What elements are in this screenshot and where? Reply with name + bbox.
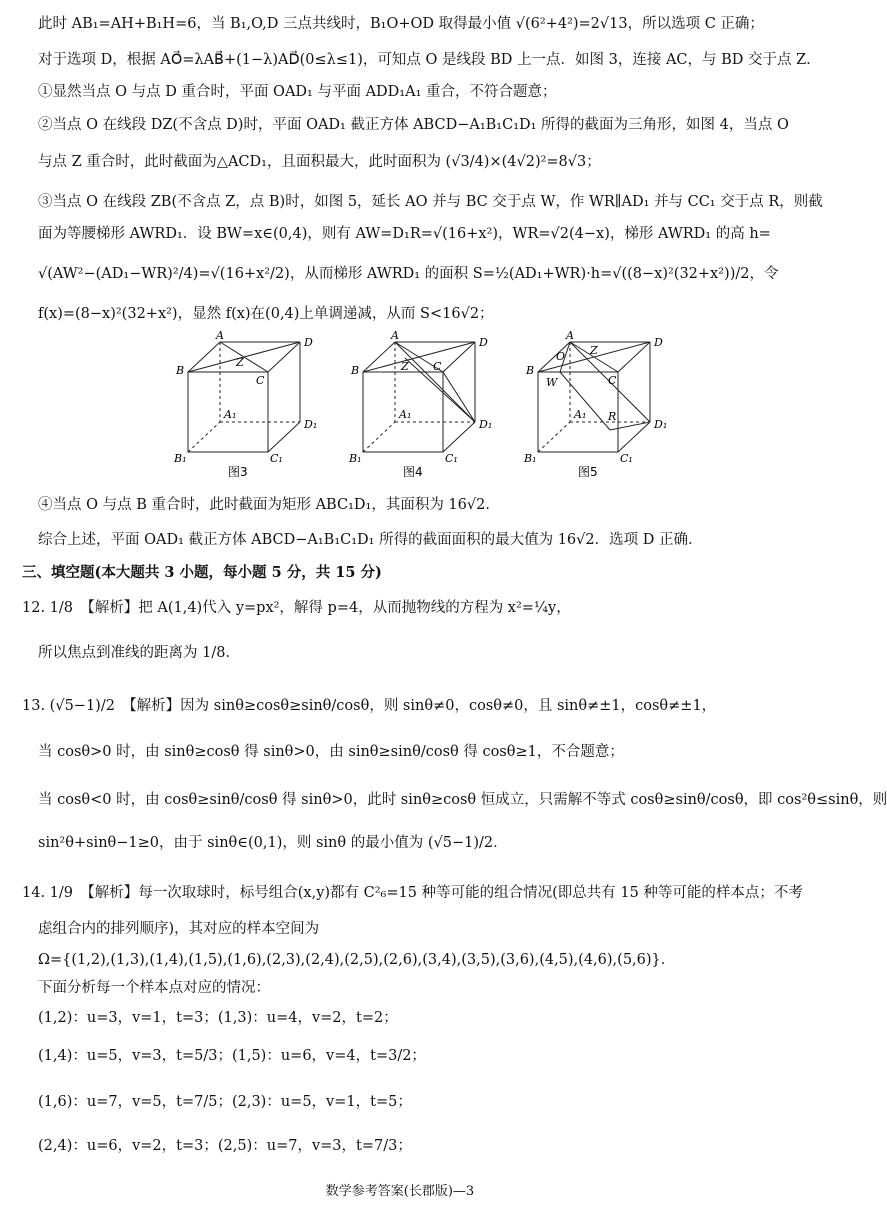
line-18: sin²θ+sinθ−1≥0，由于 sinθ∈(0,1)，则 sinθ 的最小值为 (√5−1)/2． — [38, 835, 508, 851]
fig3-label-D: D — [304, 336, 313, 349]
line-6: ③当点 O 在线段 ZB(不含点 Z，点 B)时，如图 5，延长 AO 并与 BC 交于点 W，作 WR∥AD₁ 并与 CC₁ 交于点 R，则截 — [38, 194, 823, 210]
fig3-label-B1: B₁ — [174, 452, 187, 465]
fig3-label-D1: D₁ — [304, 418, 318, 431]
fig4-label-B1: B₁ — [349, 452, 362, 465]
fig4-label-C1: C₁ — [445, 452, 458, 465]
line-26: (2,4)：u=6，v=2，t=3；(2,5)：u=7，v=3，t=7/3； — [38, 1138, 412, 1154]
fig3-label-C: C — [256, 374, 265, 387]
fig4-label-D1: D₁ — [479, 418, 493, 431]
fig3-caption: 图3 — [228, 465, 248, 479]
fig5-label-B: B — [526, 364, 535, 377]
fig5-label-D1: D₁ — [654, 418, 668, 431]
line-25: (1,6)：u=7，v=5，t=7/5；(2,3)：u=5，v=1，t=5； — [38, 1094, 412, 1110]
line-22: 下面分析每一个样本点对应的情况： — [38, 980, 270, 996]
line-17: 当 cosθ<0 时，由 cosθ≥sinθ/cosθ 得 sinθ>0，此时 sinθ≥cosθ 恒成立，只需解不等式 cosθ≥sinθ/cosθ，即 cos²θ≤sinθ，则 — [38, 792, 887, 808]
fig4-label-C: C — [433, 360, 442, 373]
line-14: 所以焦点到准线的距离为 1/8． — [38, 645, 240, 661]
fig5-label-A1: A₁ — [574, 408, 587, 421]
fig3-label-C1: C₁ — [270, 452, 283, 465]
line-2: 对于选项 D，根据 AO⃗=λAB⃗+(1−λ)AD⃗(0≤λ≤1)，可知点 O 是线段 BD 上一点．如图 3，连接 AC，与 BD 交于点 Z． — [38, 52, 821, 68]
line-13: 12. 1/8 【解析】把 A(1,4)代入 y=px²，解得 p=4，从而抛物线的方程为 x²=¼y， — [22, 600, 571, 616]
fig5-caption: 图5 — [578, 465, 598, 479]
fig4-label-A1: A₁ — [399, 408, 412, 421]
figure-4 — [363, 342, 475, 452]
figure-5 — [538, 342, 650, 452]
fig5-label-B1: B₁ — [524, 452, 537, 465]
line-19: 14. 1/9 【解析】每一次取球时，标号组合(x,y)都有 C²₆=15 种等可能的组合情况(即总共有 15 种等可能的样本点；不考 — [22, 885, 803, 901]
figure-3 — [188, 342, 300, 452]
line-10: ④当点 O 与点 B 重合时，此时截面为矩形 ABC₁D₁，其面积为 16√2． — [38, 497, 500, 513]
line-9: f(x)=(8−x)²(32+x²)，显然 f(x)在(0,4)上单调递减，从而 S<16√2； — [38, 306, 494, 322]
figures — [170, 330, 670, 480]
line-20: 虑组合内的排列顺序)，其对应的样本空间为 — [38, 921, 320, 937]
fig3-label-A: A — [216, 329, 224, 342]
line-5: 与点 Z 重合时，此时截面为△ACD₁，且面积最大，此时面积为 (√3/4)×(4√2)²=8√3； — [38, 154, 601, 170]
fig5-label-D: D — [654, 336, 663, 349]
line-3: ①显然当点 O 与点 D 重合时，平面 OAD₁ 与平面 ADD₁A₁ 重合，不符合题意； — [38, 84, 557, 100]
fig5-label-R: R — [608, 410, 617, 423]
fig4-label-A: A — [391, 329, 399, 342]
fig5-label-Z: Z — [590, 344, 598, 357]
fig5-label-A: A — [566, 329, 574, 342]
fig4-caption: 图4 — [403, 465, 423, 479]
line-15: 13. (√5−1)/2 【解析】因为 sinθ≥cosθ≥sinθ/cosθ，则 sinθ≠0，cosθ≠0，且 sinθ≠±1，cosθ≠±1， — [22, 698, 717, 714]
line-24: (1,4)：u=5，v=3，t=5/3；(1,5)：u=6，v=4，t=3/2； — [38, 1048, 426, 1064]
line-21: Ω={(1,2),(1,3),(1,4),(1,5),(1,6),(2,3),(2,4),(2,5),(2,6),(3,4),(3,5),(3,6),(4,5),(4,6),(5,6)}． — [38, 952, 676, 968]
fig5-label-W: W — [546, 376, 558, 389]
fig5-label-C1: C₁ — [620, 452, 633, 465]
fig3-label-B: B — [176, 364, 185, 377]
line-23: (1,2)：u=3，v=1，t=3；(1,3)：u=4，v=2，t=2； — [38, 1010, 398, 1026]
fig4-label-D: D — [479, 336, 488, 349]
page-footer: 数学参考答案(长郡版)—3 — [325, 1184, 475, 1199]
fig3-label-A1: A₁ — [224, 408, 237, 421]
fig5-label-O: O — [556, 350, 566, 363]
line-11: 综合上述，平面 OAD₁ 截正方体 ABCD−A₁B₁C₁D₁ 所得的截面面积的最大值为 16√2．选项 D 正确． — [38, 532, 703, 548]
fig5-label-C: C — [608, 374, 617, 387]
line-8: √(AW²−(AD₁−WR)²/4)=√(16+x²/2)，从而梯形 AWRD₁ 的面积 S=½(AD₁+WR)·h=√((8−x)²(32+x²))/2，令 — [38, 266, 779, 282]
line-16: 当 cosθ>0 时，由 sinθ≥cosθ 得 sinθ>0，由 sinθ≥sinθ/cosθ 得 cosθ≥1，不合题意； — [38, 744, 624, 760]
line-7: 面为等腰梯形 AWRD₁．设 BW=x∈(0,4)，则有 AW=D₁R=√(16+x²)，WR=√2(4−x)，梯形 AWRD₁ 的高 h= — [38, 226, 771, 242]
fig3-label-Z: Z — [236, 356, 244, 369]
line-4: ②当点 O 在线段 DZ(不含点 D)时，平面 OAD₁ 截正方体 ABCD−A₁B₁C₁D₁ 所得的截面为三角形，如图 4，当点 O — [38, 117, 789, 133]
line-1: 此时 AB₁=AH+B₁H=6，当 B₁,O,D 三点共线时，B₁O+OD 取得最小值 √(6²+4²)=2√13，所以选项 C 正确； — [38, 16, 764, 32]
fig4-label-B: B — [351, 364, 360, 377]
section-heading: 三、填空题(本大题共 3 小题，每小题 5 分，共 15 分) — [22, 564, 382, 581]
fig4-label-Z: Z — [401, 360, 409, 373]
